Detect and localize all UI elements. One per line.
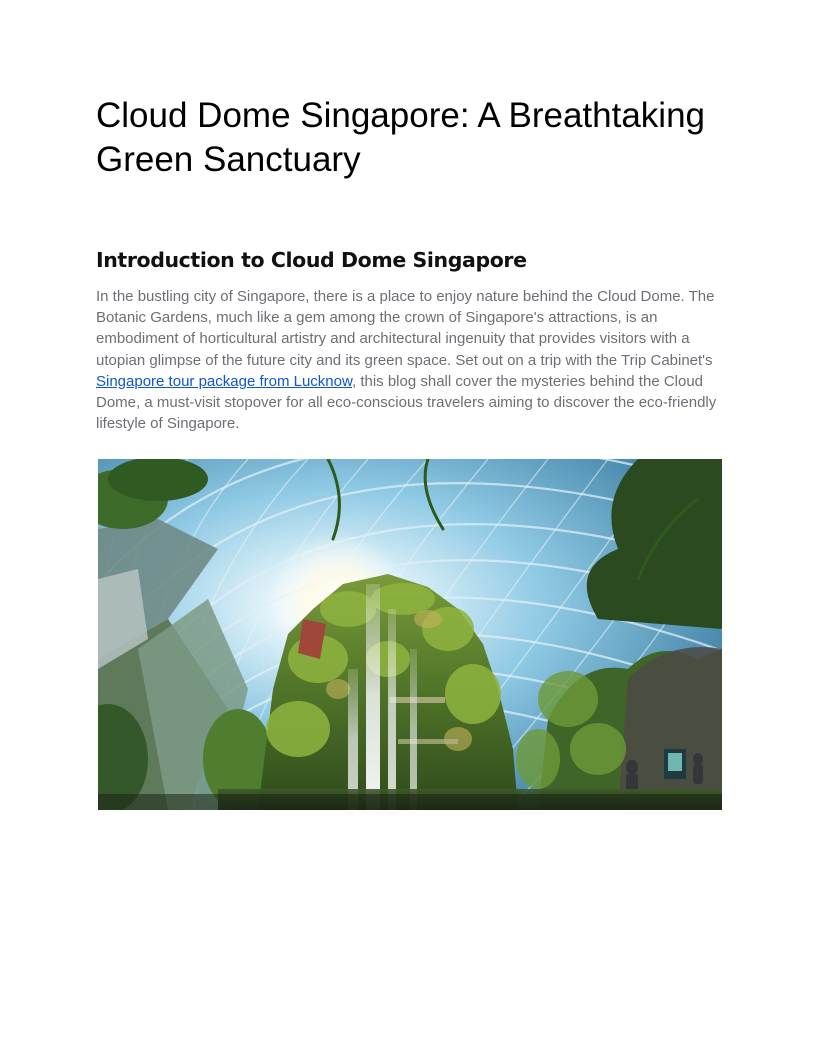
intro-text-after-link: , this blog shall cover the mysteries behind the Cloud Dome, a must-visit stopover for all eco-conscious travelers aiming to discover the eco-friendly lifestyle of Singapore. [96, 372, 717, 433]
cloud-dome-photo [98, 459, 722, 810]
section-heading: Introduction to Cloud Dome Singapore [96, 248, 527, 272]
cloud-dome-illustration [98, 459, 722, 810]
intro-text-before-link: In the bustling city of Singapore, there is a place to enjoy nature behind the Cloud Dome. The Botanic Gardens, much like a gem among the crown of Singapore's attractions, is an embodiment of horticultural artistry and architectural ingenuity that provides visitors with a utopian glimpse of the future city and its green space. Set out on a trip with the Trip Cabinet's [96, 288, 715, 369]
tour-package-link[interactable]: Singapore tour package from Lucknow [96, 372, 352, 390]
page-title: Cloud Dome Singapore: A Breathtaking Green Sanctuary [96, 96, 705, 179]
intro-paragraph [96, 286, 722, 434]
